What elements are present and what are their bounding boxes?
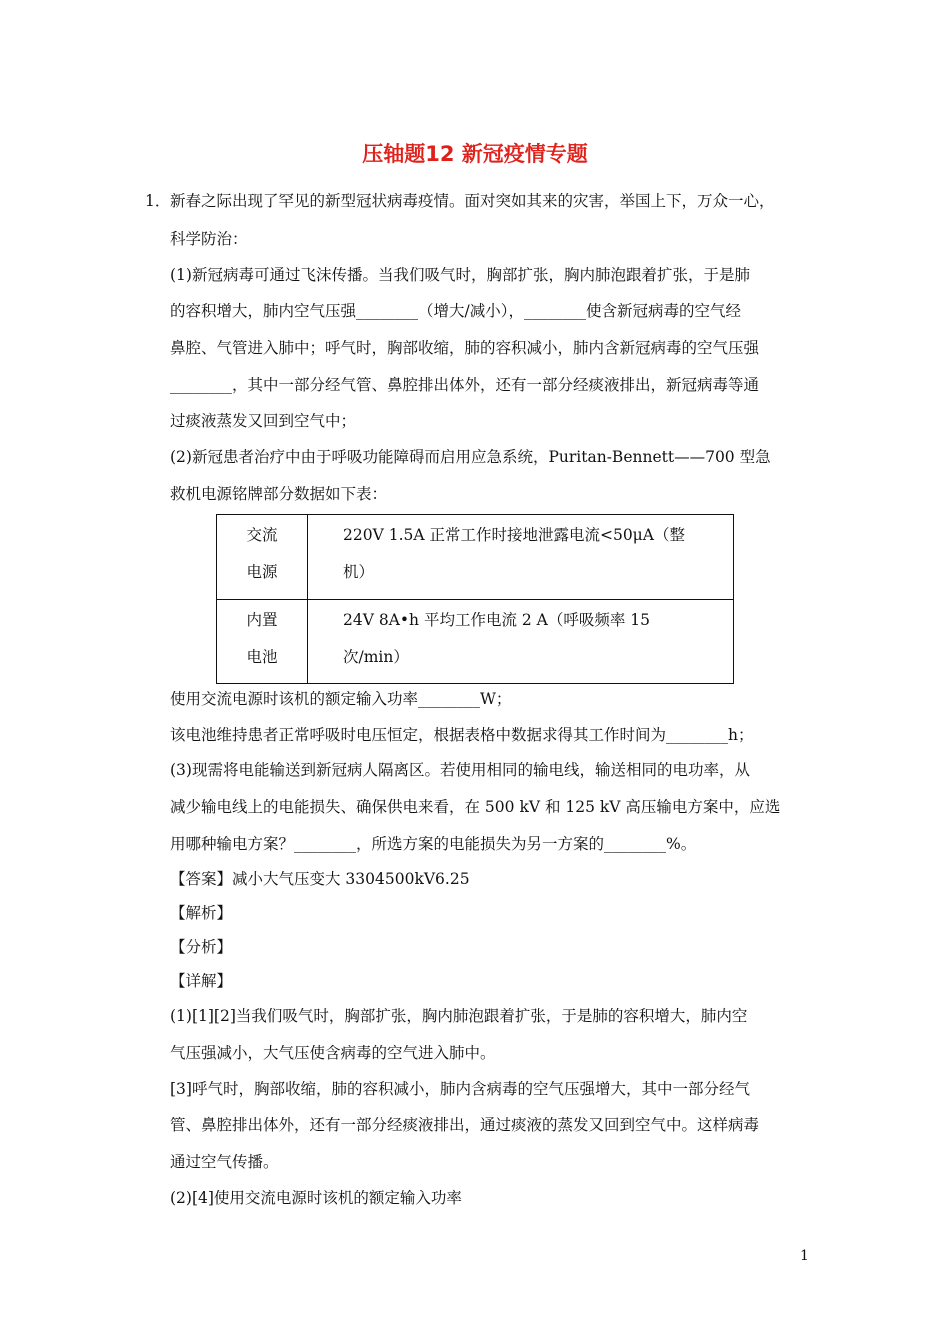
text-line: 该电池维持患者正常呼吸时电压恒定，根据表格中数据求得其工作时间为________h；: [170, 726, 754, 744]
text-line: 过痰液蒸发又回到空气中；: [170, 412, 357, 430]
table-value-text: 次/min）: [343, 647, 409, 666]
text-line: (3)现需将电能输送到新冠病人隔离区。若使用相同的输电线，输送相同的电功率，从: [170, 761, 750, 779]
text-line: 科学防治：: [170, 230, 248, 248]
text-line: 管、鼻腔排出体外，还有一部分经痰液排出，通过痰液的蒸发又回到空气中。这样病毒: [170, 1116, 760, 1134]
spec-table: [216, 514, 734, 684]
text-line: 用哪种输电方案？________，所选方案的电能损失为另一方案的________%。: [170, 835, 697, 853]
text-line: 气压强减小，大气压使含病毒的空气进入肺中。: [170, 1044, 496, 1062]
text-line: (2)新冠患者治疗中由于呼吸功能障碍而启用应急系统，Puritan-Bennett——700 型急: [170, 448, 771, 466]
table-key-text: 电源: [246, 563, 278, 581]
question-number: 1．: [145, 192, 171, 210]
table-value-text: 220V 1.5A 正常工作时接地泄露电流<50μA（整: [343, 526, 685, 544]
text-line: (1)[1][2]当我们吸气时，胸部扩张，胸内肺泡跟着扩张，于是肺的容积增大，肺内空: [170, 1007, 748, 1025]
text-line: (1)新冠病毒可通过飞沫传播。当我们吸气时，胸部扩张，胸内肺泡跟着扩张，于是肺: [170, 266, 750, 284]
text-line: [3]呼气时，胸部收缩，肺的容积减小，肺内含病毒的空气压强增大，其中一部分经气: [170, 1080, 750, 1098]
text-line: 鼻腔、气管进入肺中；呼气时，胸部收缩，肺的容积减小，肺内含新冠病毒的空气压强: [170, 339, 760, 357]
table-key-text: 交流: [246, 526, 278, 544]
text-line: 的容积增大，肺内空气压强________（增大/减小），________使含新冠病毒的空气经: [170, 302, 741, 320]
text-line: 减少输电线上的电能损失、确保供电来看，在 500 kV 和 125 kV 高压输电方案中，应选: [170, 798, 781, 816]
table-key-cell: [217, 599, 308, 684]
table-value-cell: [308, 599, 734, 684]
analysis-heading: 【解析】: [170, 904, 233, 922]
text-line: ________，其中一部分经气管、鼻腔排出体外，还有一部分经痰液排出，新冠病毒等通: [170, 376, 760, 394]
answer-line: 【答案】减小大气压变大 3304500kV6.25: [170, 870, 470, 888]
table-value-cell: [308, 515, 734, 600]
table-key-cell: [217, 515, 308, 600]
fenxi-heading: 【分析】: [170, 938, 233, 956]
detail-heading: 【详解】: [170, 972, 233, 990]
text-line: (2)[4]使用交流电源时该机的额定输入功率: [170, 1189, 462, 1207]
table-key-text: 电池: [246, 647, 278, 666]
page-title: 压轴题12 新冠疫情专题: [362, 142, 588, 166]
table-row: [217, 599, 734, 684]
table-value-text: 机）: [343, 563, 375, 581]
table-row: [217, 515, 734, 600]
table-key-text: 内置: [246, 610, 278, 629]
text-line: 救机电源铭牌部分数据如下表：: [170, 485, 388, 503]
text-line: 新春之际出现了罕见的新型冠状病毒疫情。面对突如其来的灾害，举国上下，万众一心，: [170, 192, 775, 210]
text-line: 使用交流电源时该机的额定输入功率________W；: [170, 690, 512, 708]
page-number: 1: [800, 1248, 809, 1264]
text-line: 通过空气传播。: [170, 1153, 279, 1171]
table-value-text: 24V 8A•h 平均工作电流 2 A（呼吸频率 15: [343, 610, 651, 629]
